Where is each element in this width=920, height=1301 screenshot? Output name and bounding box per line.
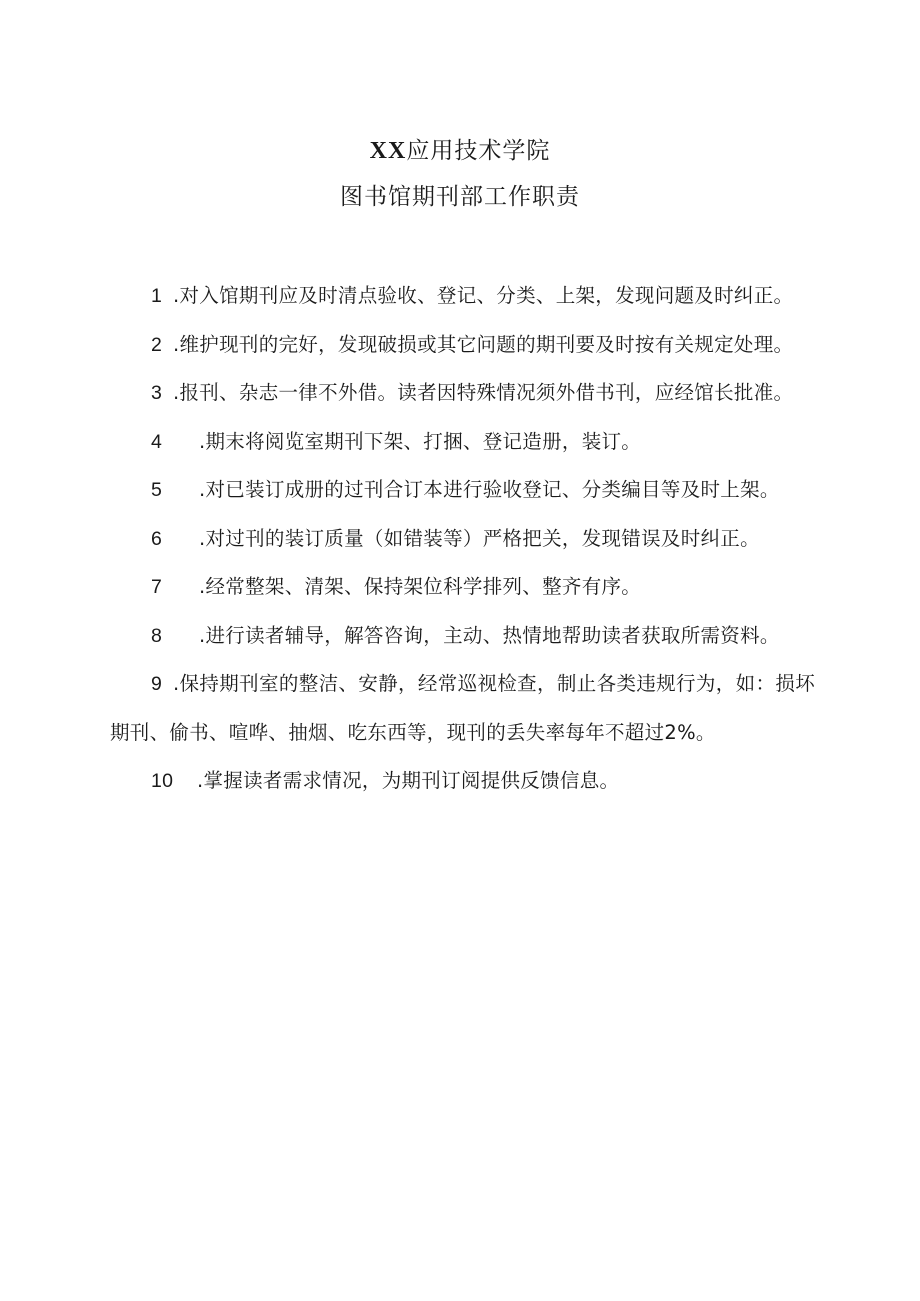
title-block — [0, 128, 920, 220]
item-text: .报刊、杂志一律不外借。读者因特殊情况须外借书刊，应经馆长批准。 — [173, 381, 794, 404]
item-number: 2 — [151, 333, 163, 356]
item-text: .期末将阅览室期刊下架、打捆、登记造册，装订。 — [199, 429, 642, 453]
list-item — [110, 321, 815, 370]
document-title — [0, 128, 920, 174]
item-number: 9 — [151, 673, 163, 695]
item-number: 4 — [151, 430, 163, 453]
item-text: .对入馆期刊应及时清点验收、登记、分类、上架，发现问题及时纠正。 — [173, 284, 794, 307]
list-item — [110, 660, 815, 757]
list-item — [110, 272, 815, 321]
item-number: 10 — [151, 770, 174, 792]
item-text: .对已装订成册的过刊合订本进行验收登记、分类编目等及时上架。 — [199, 478, 780, 501]
item-text: .保持期刊室的整洁、安静，经常巡视检查，制止各类违规行为，如：损坏期刊、偷书、喧哗、抽烟、吃东西等，现刊的丢失率每年不超过2%。 — [110, 672, 815, 744]
list-item — [110, 466, 815, 515]
list-item — [110, 757, 815, 806]
list-item — [110, 515, 815, 564]
title-rest: 应用技术学院 — [406, 138, 551, 164]
item-number: 1 — [151, 285, 163, 307]
duty-list — [110, 272, 815, 806]
item-text: .经常整架、清架、保持架位科学排列、整齐有序。 — [199, 575, 642, 598]
item-number: 7 — [151, 576, 163, 598]
item-number: 6 — [151, 527, 163, 550]
list-item — [110, 369, 815, 418]
item-number: 5 — [151, 479, 163, 501]
list-item — [110, 418, 815, 467]
list-item — [110, 612, 815, 661]
item-text: .维护现刊的完好，发现破损或其它问题的期刊要及时按有关规定处理。 — [173, 332, 794, 356]
item-text: .进行读者辅导，解答咨询，主动、热情地帮助读者获取所需资料。 — [199, 623, 780, 647]
document-subtitle: 图书馆期刊部工作职责 — [340, 184, 580, 210]
item-text: .对过刊的装订质量（如错装等）严格把关，发现错误及时纠正。 — [199, 526, 760, 550]
item-number: 3 — [151, 382, 163, 404]
item-text: .掌握读者需求情况，为期刊订阅提供反馈信息。 — [197, 769, 620, 792]
list-item — [110, 563, 815, 612]
item-number: 8 — [151, 624, 163, 647]
title-prefix: XX — [369, 138, 407, 164]
